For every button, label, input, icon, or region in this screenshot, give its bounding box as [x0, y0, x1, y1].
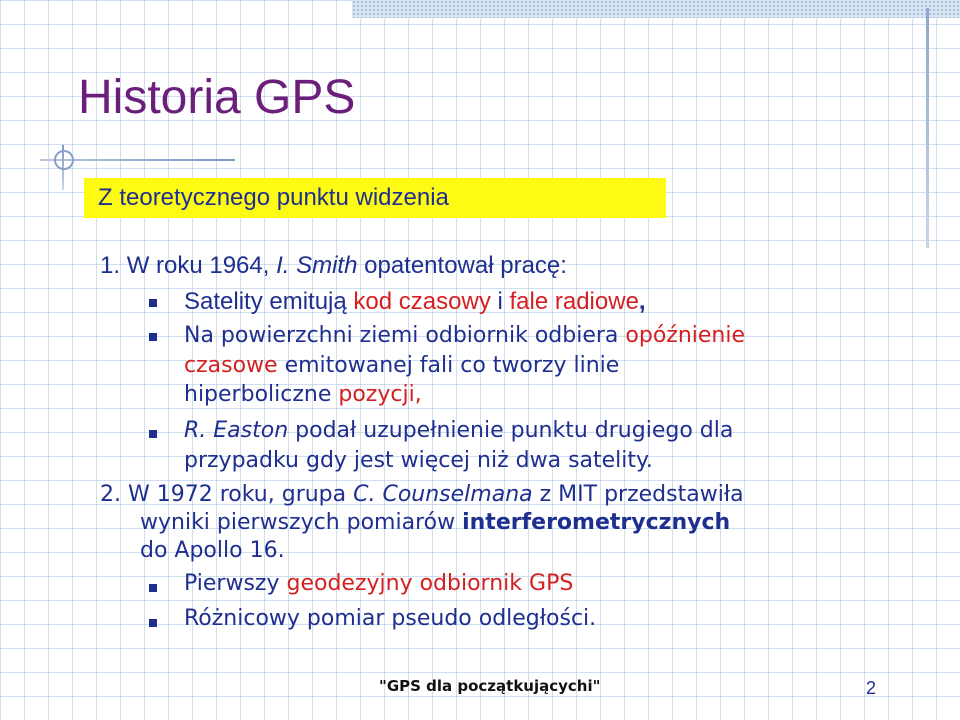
bullet-item-receiver-cont [184, 353, 619, 378]
item-text: 2. W 1972 roku, grupa [100, 482, 347, 507]
bullet-text: Pierwszy [184, 571, 280, 596]
highlighted-term: kod czasowy [353, 288, 491, 315]
decorative-right-rule [926, 8, 929, 248]
person-name: I. Smith [276, 252, 358, 279]
item-text: do Apollo 16. [140, 538, 285, 563]
bullet-item-receiver [184, 323, 745, 348]
bullet-square-icon [149, 333, 157, 341]
bullet-text: i [497, 288, 503, 315]
page-number: 2 [866, 678, 877, 698]
bullet-square-icon [149, 299, 157, 307]
highlighted-term: opóźnienie [625, 323, 746, 348]
crosshair-icon [54, 150, 74, 170]
decorative-corner-strip [352, 0, 960, 18]
bullet-square-icon [149, 430, 157, 438]
highlighted-term: GPS [529, 571, 574, 596]
bullet-text: podał uzupełnienie punktu drugiego dla [295, 418, 734, 443]
bullet-text: Satelity emitują [184, 288, 347, 315]
highlighted-term: geodezyjny odbiornik [286, 571, 523, 596]
emphasized-term: interferometrycznych [462, 510, 731, 535]
bullet-text: , [638, 288, 646, 315]
bullet-text: Różnicowy pomiar pseudo odległości. [184, 606, 597, 631]
bullet-item-differential [184, 606, 596, 631]
item-text: z MIT przedstawiła [539, 482, 744, 507]
bullet-item-geodetic [184, 571, 573, 596]
bullet-text: hiperboliczne [184, 382, 332, 407]
bullet-item-receiver-cont [184, 382, 422, 407]
bullet-text: przypadku gdy jest więcej niż dwa satelity. [184, 448, 653, 473]
item-text: opatentował pracę: [364, 252, 567, 279]
highlighted-term: fale radiowe [509, 288, 639, 315]
highlighted-term: pozycji, [338, 382, 422, 407]
bullet-square-icon [149, 584, 157, 592]
highlighted-term: czasowe [184, 353, 278, 378]
item-text: wyniki pierwszych pomiarów [140, 510, 456, 535]
item-text: W roku 1964, [126, 252, 270, 279]
item-number: 1. [100, 252, 121, 279]
person-name: R. Easton [184, 418, 289, 443]
bullet-text: Na powierzchni ziemi odbiornik odbiera [184, 323, 619, 348]
bullet-text: emitowanej fali co tworzy linie [284, 353, 620, 378]
bullet-item-easton [184, 418, 733, 443]
bullet-square-icon [149, 619, 157, 627]
list-item-2-cont [140, 510, 730, 535]
person-name: C. Counselmana [353, 482, 533, 507]
footer-caption: "GPS dla początkującychi" [379, 677, 601, 695]
highlighted-subtitle: Z teoretycznego punktu widzenia [84, 178, 666, 218]
slide-title: Historia GPS [78, 71, 356, 124]
bullet-item-satellites [184, 288, 646, 316]
list-item-1 [100, 252, 567, 280]
list-item-2 [100, 482, 744, 507]
bullet-item-easton-cont [184, 448, 653, 473]
list-item-2-cont [140, 538, 285, 563]
